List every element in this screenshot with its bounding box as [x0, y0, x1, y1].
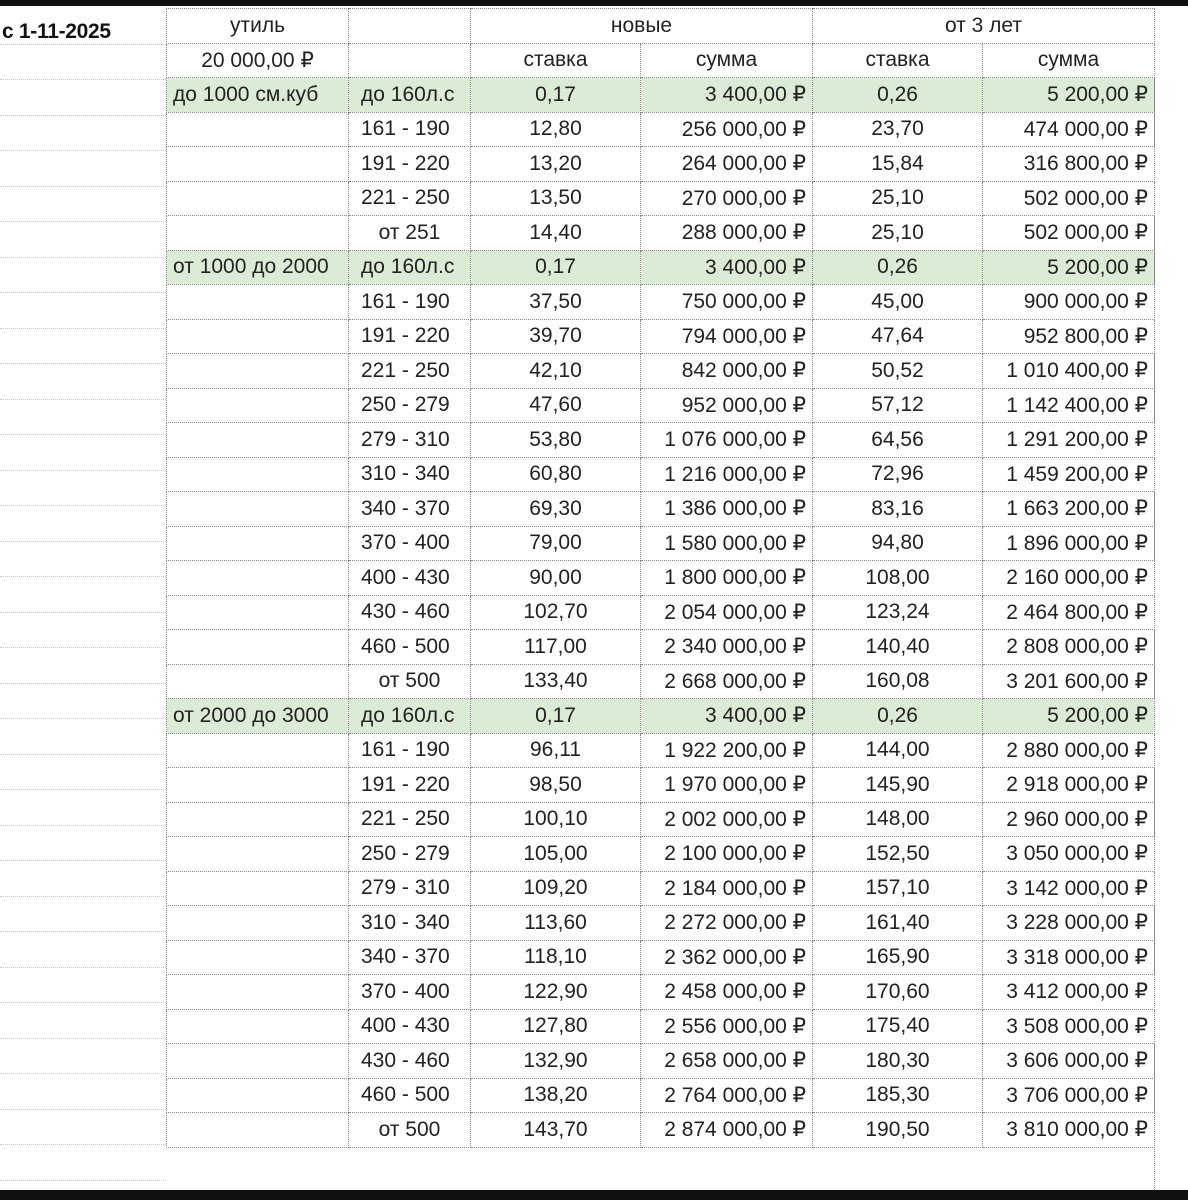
gridline — [0, 150, 166, 151]
cell-sum-old[interactable]: 3 706 000,00 ₽ — [983, 1078, 1155, 1113]
cell-rate-old[interactable]: 161,40 — [813, 906, 983, 941]
cell-sum-new[interactable]: 288 000,00 ₽ — [641, 216, 813, 251]
cell-sum-new[interactable]: 1 800 000,00 ₽ — [641, 561, 813, 596]
cell-engine-volume[interactable] — [167, 1009, 349, 1044]
cell-rate-new[interactable]: 127,80 — [471, 1009, 641, 1044]
table-row — [167, 630, 1155, 665]
header-old[interactable]: от 3 лет — [813, 9, 1155, 44]
cell-sum-new[interactable]: 2 458 000,00 ₽ — [641, 975, 813, 1010]
cell-rate-old[interactable]: 57,12 — [813, 388, 983, 423]
cell-sum-old[interactable]: 1 459 200,00 ₽ — [983, 457, 1155, 492]
cell-engine-volume[interactable] — [167, 561, 349, 596]
cell-rate-old[interactable]: 185,30 — [813, 1078, 983, 1113]
cell-engine-volume[interactable] — [167, 595, 349, 630]
gridline — [0, 115, 166, 116]
cell-sum-old[interactable]: 502 000,00 ₽ — [983, 181, 1155, 216]
cell-sum-new[interactable]: 270 000,00 ₽ — [641, 181, 813, 216]
cell-engine-volume[interactable] — [167, 1044, 349, 1079]
cell-rate-new[interactable]: 138,20 — [471, 1078, 641, 1113]
cell-rate-old[interactable]: 140,40 — [813, 630, 983, 665]
table-row — [167, 1044, 1155, 1079]
cell-power[interactable]: 250 - 279 — [349, 837, 471, 872]
header-new[interactable]: новые — [471, 9, 813, 44]
gridline — [0, 1073, 166, 1074]
cell-rate-old[interactable]: 165,90 — [813, 940, 983, 975]
cell-sum-new[interactable]: 256 000,00 ₽ — [641, 112, 813, 147]
table-row — [167, 319, 1155, 354]
cell-sum-old[interactable]: 2 918 000,00 ₽ — [983, 768, 1155, 803]
cell-rate-old[interactable]: 25,10 — [813, 216, 983, 251]
gridline — [0, 967, 166, 968]
cell-rate-old[interactable]: 50,52 — [813, 354, 983, 389]
cell-sum-old[interactable]: 3 318 000,00 ₽ — [983, 940, 1155, 975]
cell-engine-volume[interactable] — [167, 423, 349, 458]
cell-sum-old[interactable]: 5 200,00 ₽ — [983, 78, 1155, 113]
cell-rate-new[interactable]: 96,11 — [471, 733, 641, 768]
header-rate-old[interactable]: ставка — [813, 43, 983, 78]
cell-rate-old[interactable]: 144,00 — [813, 733, 983, 768]
header-empty-cell[interactable] — [349, 9, 471, 44]
cell-rate-new[interactable]: 0,17 — [471, 699, 641, 734]
header-sum-new[interactable]: сумма — [641, 43, 813, 78]
cell-rate-new[interactable]: 100,10 — [471, 802, 641, 837]
cell-sum-new[interactable]: 3 400,00 ₽ — [641, 250, 813, 285]
cell-power[interactable]: 279 - 310 — [349, 871, 471, 906]
cell-rate-new[interactable]: 37,50 — [471, 285, 641, 320]
table-row — [167, 216, 1155, 251]
cell-power[interactable]: 400 - 430 — [349, 1009, 471, 1044]
cell-sum-new[interactable]: 2 054 000,00 ₽ — [641, 595, 813, 630]
gridline — [0, 257, 166, 258]
cell-rate-old[interactable]: 180,30 — [813, 1044, 983, 1079]
cell-rate-old[interactable]: 108,00 — [813, 561, 983, 596]
cell-engine-volume[interactable] — [167, 319, 349, 354]
cell-power[interactable]: 279 - 310 — [349, 423, 471, 458]
cell-sum-old[interactable]: 3 412 000,00 ₽ — [983, 975, 1155, 1010]
cell-rate-new[interactable]: 53,80 — [471, 423, 641, 458]
cell-power[interactable]: 191 - 220 — [349, 147, 471, 182]
table-row — [167, 147, 1155, 182]
cell-power[interactable]: 250 - 279 — [349, 388, 471, 423]
table-row — [167, 1078, 1155, 1113]
cell-sum-old[interactable]: 900 000,00 ₽ — [983, 285, 1155, 320]
cell-sum-old[interactable]: 1 142 400,00 ₽ — [983, 388, 1155, 423]
cell-rate-new[interactable]: 105,00 — [471, 837, 641, 872]
cell-rate-new[interactable]: 90,00 — [471, 561, 641, 596]
cell-rate-old[interactable]: 15,84 — [813, 147, 983, 182]
cell-engine-volume[interactable]: от 1000 до 2000 — [167, 250, 349, 285]
cell-power[interactable]: 460 - 500 — [349, 630, 471, 665]
cell-rate-new[interactable]: 0,17 — [471, 78, 641, 113]
gridline — [0, 1144, 166, 1145]
cell-power[interactable]: 370 - 400 — [349, 526, 471, 561]
gridline — [0, 186, 166, 187]
cell-engine-volume[interactable] — [167, 871, 349, 906]
cell-engine-volume[interactable] — [167, 940, 349, 975]
cell-sum-new[interactable]: 2 362 000,00 ₽ — [641, 940, 813, 975]
table-right-edge — [1154, 8, 1156, 1190]
cell-power[interactable]: 430 - 460 — [349, 1044, 471, 1079]
cell-engine-volume[interactable] — [167, 526, 349, 561]
cell-rate-old[interactable]: 23,70 — [813, 112, 983, 147]
cell-sum-old[interactable]: 3 508 000,00 ₽ — [983, 1009, 1155, 1044]
cell-sum-new[interactable]: 264 000,00 ₽ — [641, 147, 813, 182]
cell-engine-volume[interactable] — [167, 733, 349, 768]
table-row — [167, 664, 1155, 699]
cell-engine-volume[interactable] — [167, 906, 349, 941]
gridline — [0, 718, 166, 719]
cell-sum-old[interactable]: 1 291 200,00 ₽ — [983, 423, 1155, 458]
cell-sum-old[interactable]: 1 010 400,00 ₽ — [983, 354, 1155, 389]
gridline — [0, 399, 166, 400]
cell-rate-new[interactable]: 133,40 — [471, 664, 641, 699]
cell-sum-new[interactable]: 2 874 000,00 ₽ — [641, 1113, 813, 1148]
cell-sum-old[interactable]: 3 810 000,00 ₽ — [983, 1113, 1155, 1148]
cell-sum-new[interactable]: 1 216 000,00 ₽ — [641, 457, 813, 492]
cell-rate-old[interactable]: 64,56 — [813, 423, 983, 458]
cell-sum-old[interactable]: 3 050 000,00 ₽ — [983, 837, 1155, 872]
cell-power[interactable]: 310 - 340 — [349, 457, 471, 492]
left-column — [0, 6, 166, 1190]
cell-sum-new[interactable]: 2 764 000,00 ₽ — [641, 1078, 813, 1113]
cell-engine-volume[interactable] — [167, 630, 349, 665]
group-row — [167, 78, 1155, 113]
cell-power[interactable]: от 251 — [349, 216, 471, 251]
cell-rate-old[interactable]: 0,26 — [813, 78, 983, 113]
cell-sum-new[interactable]: 794 000,00 ₽ — [641, 319, 813, 354]
cell-engine-volume[interactable]: от 2000 до 3000 — [167, 699, 349, 734]
table-row — [167, 561, 1155, 596]
cell-engine-volume[interactable]: до 1000 см.куб — [167, 78, 349, 113]
gridline — [0, 1180, 166, 1181]
cell-rate-old[interactable]: 45,00 — [813, 285, 983, 320]
cell-sum-old[interactable]: 1 663 200,00 ₽ — [983, 492, 1155, 527]
cell-rate-new[interactable]: 39,70 — [471, 319, 641, 354]
cell-power[interactable]: 161 - 190 — [349, 285, 471, 320]
gridline — [0, 221, 166, 222]
cell-sum-new[interactable]: 2 658 000,00 ₽ — [641, 1044, 813, 1079]
cell-sum-new[interactable]: 1 386 000,00 ₽ — [641, 492, 813, 527]
gridline — [0, 931, 166, 932]
cell-power[interactable]: 221 - 250 — [349, 181, 471, 216]
cell-power[interactable]: 191 - 220 — [349, 768, 471, 803]
cell-rate-new[interactable]: 12,80 — [471, 112, 641, 147]
cell-engine-volume[interactable] — [167, 802, 349, 837]
table-row — [167, 595, 1155, 630]
cell-rate-old[interactable]: 160,08 — [813, 664, 983, 699]
cell-sum-old[interactable]: 502 000,00 ₽ — [983, 216, 1155, 251]
cell-engine-volume[interactable] — [167, 388, 349, 423]
cell-rate-new[interactable]: 113,60 — [471, 906, 641, 941]
cell-rate-new[interactable]: 47,60 — [471, 388, 641, 423]
table-row — [167, 940, 1155, 975]
cell-rate-new[interactable]: 13,20 — [471, 147, 641, 182]
rates-table — [166, 8, 1155, 1148]
gridline — [0, 896, 166, 897]
gridline — [0, 434, 166, 435]
cell-rate-new[interactable]: 98,50 — [471, 768, 641, 803]
cell-engine-volume[interactable] — [167, 181, 349, 216]
cell-power[interactable]: 221 - 250 — [349, 802, 471, 837]
gridline — [0, 612, 166, 613]
date-label: с 1-11-2025 — [2, 20, 111, 43]
cell-power[interactable]: 221 - 250 — [349, 354, 471, 389]
bottom-edge — [0, 1190, 1188, 1200]
gridline — [0, 860, 166, 861]
cell-sum-old[interactable]: 3 228 000,00 ₽ — [983, 906, 1155, 941]
header-row-1 — [167, 9, 1155, 44]
cell-engine-volume[interactable] — [167, 285, 349, 320]
gridline — [0, 576, 166, 577]
table-row — [167, 906, 1155, 941]
cell-sum-new[interactable]: 3 400,00 ₽ — [641, 699, 813, 734]
cell-engine-volume[interactable] — [167, 147, 349, 182]
table-row — [167, 423, 1155, 458]
header-util[interactable]: утиль — [167, 9, 349, 44]
cell-power[interactable]: 340 - 370 — [349, 940, 471, 975]
cell-rate-new[interactable]: 13,50 — [471, 181, 641, 216]
cell-power[interactable]: от 500 — [349, 1113, 471, 1148]
cell-sum-new[interactable]: 2 100 000,00 ₽ — [641, 837, 813, 872]
cell-sum-new[interactable]: 3 400,00 ₽ — [641, 78, 813, 113]
gridline — [0, 470, 166, 471]
table-row — [167, 768, 1155, 803]
cell-sum-old[interactable]: 5 200,00 ₽ — [983, 699, 1155, 734]
cell-power[interactable]: 161 - 190 — [349, 112, 471, 147]
cell-power[interactable]: до 160л.с — [349, 250, 471, 285]
table-row — [167, 492, 1155, 527]
cell-engine-volume[interactable] — [167, 837, 349, 872]
cell-power[interactable]: 370 - 400 — [349, 975, 471, 1010]
cell-rate-new[interactable]: 102,70 — [471, 595, 641, 630]
group-row — [167, 699, 1155, 734]
gridline — [0, 328, 166, 329]
cell-sum-old[interactable]: 1 896 000,00 ₽ — [983, 526, 1155, 561]
header-sum-old[interactable]: сумма — [983, 43, 1155, 78]
table-row — [167, 388, 1155, 423]
cell-rate-new[interactable]: 42,10 — [471, 354, 641, 389]
cell-engine-volume[interactable] — [167, 1113, 349, 1148]
cell-sum-new[interactable]: 2 556 000,00 ₽ — [641, 1009, 813, 1044]
cell-power[interactable]: 161 - 190 — [349, 733, 471, 768]
header-empty-cell[interactable] — [349, 43, 471, 78]
util-amount[interactable]: 20 000,00 ₽ — [167, 43, 349, 78]
cell-sum-new[interactable]: 1 580 000,00 ₽ — [641, 526, 813, 561]
gridline — [0, 789, 166, 790]
cell-sum-old[interactable]: 3 201 600,00 ₽ — [983, 664, 1155, 699]
cell-sum-old[interactable]: 3 606 000,00 ₽ — [983, 1044, 1155, 1079]
cell-sum-new[interactable]: 2 002 000,00 ₽ — [641, 802, 813, 837]
cell-rate-new[interactable]: 143,70 — [471, 1113, 641, 1148]
cell-rate-old[interactable]: 47,64 — [813, 319, 983, 354]
cell-power[interactable]: 310 - 340 — [349, 906, 471, 941]
cell-sum-old[interactable]: 2 880 000,00 ₽ — [983, 733, 1155, 768]
cell-rate-new[interactable]: 14,40 — [471, 216, 641, 251]
cell-rate-new[interactable]: 69,30 — [471, 492, 641, 527]
cell-rate-new[interactable]: 60,80 — [471, 457, 641, 492]
cell-rate-old[interactable]: 157,10 — [813, 871, 983, 906]
cell-engine-volume[interactable] — [167, 975, 349, 1010]
header-row-2 — [167, 43, 1155, 78]
gridline — [0, 754, 166, 755]
cell-power[interactable]: 400 - 430 — [349, 561, 471, 596]
cell-engine-volume[interactable] — [167, 112, 349, 147]
gridline — [0, 683, 166, 684]
cell-rate-new[interactable]: 132,90 — [471, 1044, 641, 1079]
cell-rate-old[interactable]: 170,60 — [813, 975, 983, 1010]
cell-rate-new[interactable]: 118,10 — [471, 940, 641, 975]
cell-rate-old[interactable]: 152,50 — [813, 837, 983, 872]
cell-sum-new[interactable]: 750 000,00 ₽ — [641, 285, 813, 320]
cell-sum-old[interactable]: 3 142 000,00 ₽ — [983, 871, 1155, 906]
cell-rate-new[interactable]: 122,90 — [471, 975, 641, 1010]
cell-rate-new[interactable]: 79,00 — [471, 526, 641, 561]
cell-rate-new[interactable]: 117,00 — [471, 630, 641, 665]
cell-rate-old[interactable]: 72,96 — [813, 457, 983, 492]
cell-power[interactable]: 460 - 500 — [349, 1078, 471, 1113]
table-row — [167, 837, 1155, 872]
cell-rate-old[interactable]: 190,50 — [813, 1113, 983, 1148]
cell-power[interactable]: от 500 — [349, 664, 471, 699]
table-row — [167, 457, 1155, 492]
cell-power[interactable]: 340 - 370 — [349, 492, 471, 527]
gridline — [0, 363, 166, 364]
table-row — [167, 526, 1155, 561]
gridline — [0, 44, 166, 45]
gridline — [0, 292, 166, 293]
cell-rate-old[interactable]: 0,26 — [813, 250, 983, 285]
cell-engine-volume[interactable] — [167, 354, 349, 389]
cell-power[interactable]: до 160л.с — [349, 699, 471, 734]
cell-rate-old[interactable]: 148,00 — [813, 802, 983, 837]
cell-rate-new[interactable]: 109,20 — [471, 871, 641, 906]
cell-sum-new[interactable]: 1 970 000,00 ₽ — [641, 768, 813, 803]
table-row — [167, 975, 1155, 1010]
table-row — [167, 1009, 1155, 1044]
top-edge — [0, 0, 1188, 6]
table-row — [167, 181, 1155, 216]
cell-sum-new[interactable]: 1 922 200,00 ₽ — [641, 733, 813, 768]
cell-sum-old[interactable]: 2 160 000,00 ₽ — [983, 561, 1155, 596]
cell-sum-old[interactable]: 316 800,00 ₽ — [983, 147, 1155, 182]
cell-rate-old[interactable]: 94,80 — [813, 526, 983, 561]
table-row — [167, 871, 1155, 906]
gridline — [0, 505, 166, 506]
cell-sum-new[interactable]: 2 668 000,00 ₽ — [641, 664, 813, 699]
cell-sum-old[interactable]: 474 000,00 ₽ — [983, 112, 1155, 147]
cell-engine-volume[interactable] — [167, 768, 349, 803]
gridline — [0, 647, 166, 648]
table-row — [167, 733, 1155, 768]
cell-rate-old[interactable]: 175,40 — [813, 1009, 983, 1044]
cell-power[interactable]: до 160л.с — [349, 78, 471, 113]
cell-rate-new[interactable]: 0,17 — [471, 250, 641, 285]
group-row — [167, 250, 1155, 285]
header-rate-new[interactable]: ставка — [471, 43, 641, 78]
cell-rate-old[interactable]: 123,24 — [813, 595, 983, 630]
gridline — [0, 1038, 166, 1039]
gridline — [0, 541, 166, 542]
cell-sum-new[interactable]: 2 272 000,00 ₽ — [641, 906, 813, 941]
cell-sum-new[interactable]: 842 000,00 ₽ — [641, 354, 813, 389]
cell-rate-old[interactable]: 0,26 — [813, 699, 983, 734]
cell-rate-old[interactable]: 25,10 — [813, 181, 983, 216]
table-row — [167, 802, 1155, 837]
cell-engine-volume[interactable] — [167, 1078, 349, 1113]
gridline — [0, 1002, 166, 1003]
gridline — [0, 79, 166, 80]
cell-power[interactable]: 430 - 460 — [349, 595, 471, 630]
cell-engine-volume[interactable] — [167, 216, 349, 251]
table-row — [167, 285, 1155, 320]
cell-rate-old[interactable]: 83,16 — [813, 492, 983, 527]
cell-engine-volume[interactable] — [167, 664, 349, 699]
cell-sum-new[interactable]: 952 000,00 ₽ — [641, 388, 813, 423]
cell-sum-new[interactable]: 2 340 000,00 ₽ — [641, 630, 813, 665]
gridline — [0, 825, 166, 826]
cell-power[interactable]: 191 - 220 — [349, 319, 471, 354]
cell-sum-old[interactable]: 5 200,00 ₽ — [983, 250, 1155, 285]
cell-engine-volume[interactable] — [167, 492, 349, 527]
cell-sum-new[interactable]: 1 076 000,00 ₽ — [641, 423, 813, 458]
table-row — [167, 354, 1155, 389]
gridline — [0, 1109, 166, 1110]
cell-sum-old[interactable]: 2 464 800,00 ₽ — [983, 595, 1155, 630]
cell-sum-old[interactable]: 2 960 000,00 ₽ — [983, 802, 1155, 837]
cell-sum-old[interactable]: 952 800,00 ₽ — [983, 319, 1155, 354]
cell-engine-volume[interactable] — [167, 457, 349, 492]
cell-sum-old[interactable]: 2 808 000,00 ₽ — [983, 630, 1155, 665]
table-row — [167, 112, 1155, 147]
cell-rate-old[interactable]: 145,90 — [813, 768, 983, 803]
table-row — [167, 1113, 1155, 1148]
cell-sum-new[interactable]: 2 184 000,00 ₽ — [641, 871, 813, 906]
